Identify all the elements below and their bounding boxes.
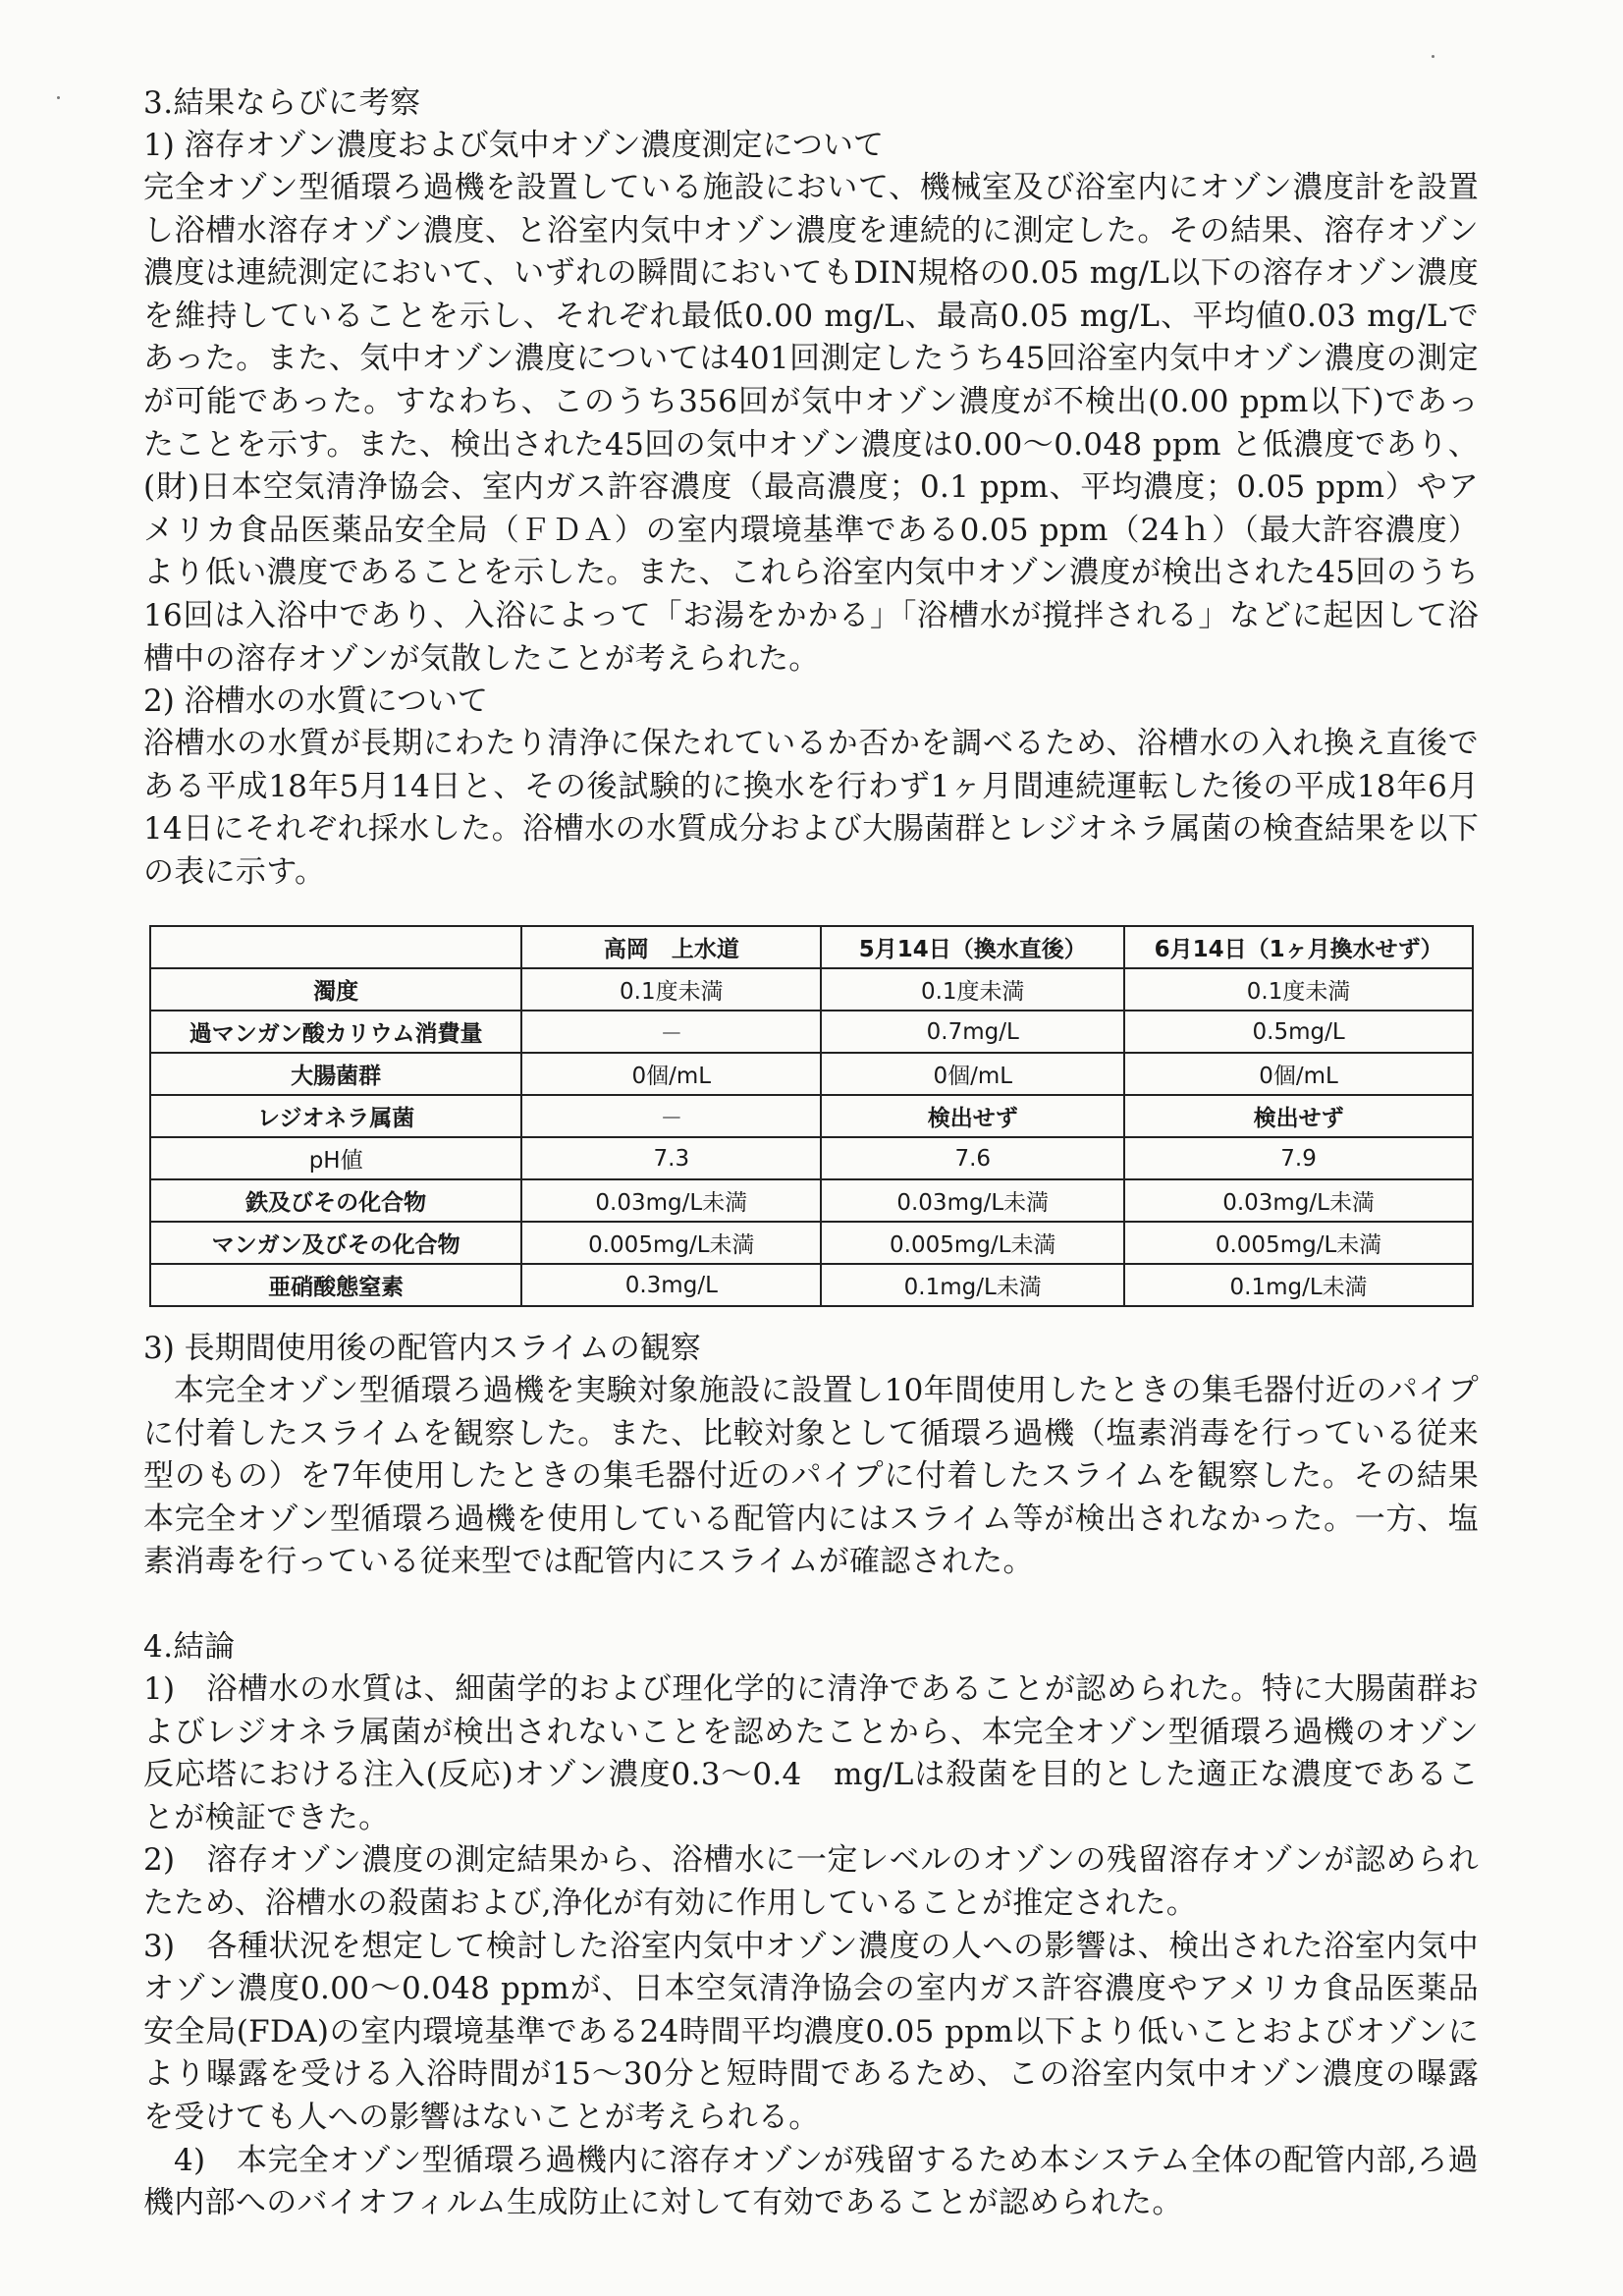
scan-speck [57, 96, 60, 99]
table-cell: 0個/mL [521, 1053, 821, 1095]
table-row [150, 1053, 1473, 1095]
row-label: 大腸菌群 [150, 1053, 521, 1095]
table-cell: 0.3mg/L [521, 1264, 821, 1306]
table-row [150, 1179, 1473, 1222]
table-header-row [150, 926, 1473, 968]
table-row [150, 1264, 1473, 1306]
slime-paragraph: 本完全オゾン型循環ろ過機を実験対象施設に設置し10年間使用したときの集毛器付近のパイプに付着したスライムを観察した。また、比較対象として循環ろ過機（塩素消毒を行っている従来型のもの）を7年使用したときの集毛器付近のパイプに付着したスライムを観察した。その結果本完全オゾン型循環ろ過機を使用している配管内にはスライム等が検出されなかった。一方、塩素消毒を行っている従来型では配管内にスライムが確認された。 [143, 1373, 1479, 1580]
upper-text [143, 82, 1479, 895]
water-quality-table [149, 925, 1474, 1307]
lower-text [143, 1328, 1479, 2225]
water-paragraph: 浴槽水の水質が長期にわたり清浄に保たれているか否かを調べるため、浴槽水の入れ換え直後である平成18年5月14日と、その後試験的に換水を行わず1ヶ月間連続運転した後の平成18年6月14日にそれぞれ採水した。浴槽水の水質成分および大腸菌群とレジオネラ属菌の検査結果を以下の表に示す。 [143, 726, 1479, 890]
table-cell: 0.1mg/L未満 [821, 1264, 1124, 1306]
table-row [150, 1011, 1473, 1053]
subsection-ozone-title: 1) 溶存オゾン濃度および気中オゾン濃度測定について [143, 128, 885, 163]
conclusion-item-1: 1) 浴槽水の水質は、細菌学的および理化学的に清浄であることが認められた。特に大腸菌群およびレジオネラ属菌が検出されないことを認めたことから、本完全オゾン型循環ろ過機のオゾン反応塔における注入(反応)オゾン濃度0.3～0.4 mg/Lは殺菌を目的とした適正な濃度であることが検証できた。 [143, 1670, 1479, 1835]
table-cell: 検出せず [1124, 1095, 1473, 1137]
table-cell: 0.1mg/L未満 [1124, 1264, 1473, 1306]
table-row [150, 1095, 1473, 1137]
table-cell: 0.03mg/L未満 [821, 1179, 1124, 1222]
row-label: pH値 [150, 1137, 521, 1179]
spacer [143, 1584, 1479, 1626]
table-header-cell: 5月14日（換水直後） [821, 926, 1124, 968]
table-cell: 検出せず [821, 1095, 1124, 1137]
table-cell: 0個/mL [1124, 1053, 1473, 1095]
ozone-paragraph: 完全オゾン型循環ろ過機を設置している施設において、機械室及び浴室内にオゾン濃度計を設置し浴槽水溶存オゾン濃度、と浴室内気中オゾン濃度を連続的に測定した。その結果、溶存オゾン濃度は連続測定において、いずれの瞬間においてもDIN規格の0.05 mg/L以下の溶存オゾン濃度を維持していることを示し、それぞれ最低0.00 mg/L、最高0.05 mg/L、平均値0.03 mg/Lであった。また、気中オゾン濃度については401回測定したうち45回浴室内気中オゾン濃度の測定が可能であった。すなわち、このうち356回が気中オゾン濃度が不検出(0.00 ppm以下)であったことを示す。また、検出された45回の気中オゾン濃度は0.00～0.048 ppm と低濃度であり、(財)日本空気清浄協会、室内ガス許容濃度（最高濃度；0.1 ppm、平均濃度；0.05 ppm）やアメリカ食品医薬品安全局（ＦＤＡ）の室内環境基準である0.05 ppm（24ｈ）（最大許容濃度）より低い濃度であることを示した。また、これら浴室内気中オゾン濃度が検出された45回のうち16回は入浴中であり、入浴によって「お湯をかかる」「浴槽水が撹拌される」などに起因して浴槽中の溶存オゾンが気散したことが考えられた。 [143, 170, 1479, 677]
table-cell: 0.7mg/L [821, 1011, 1124, 1053]
table-cell: 0.03mg/L未満 [1124, 1179, 1473, 1222]
table-cell: 0.005mg/L未満 [821, 1222, 1124, 1264]
conclusion-item-4: 4) 本完全オゾン型循環ろ過機内に溶存オゾンが残留するため本システム全体の配管内部,ろ過機内部へのバイオフィルム生成防止に対して有効であることが認められた。 [143, 2142, 1479, 2221]
table-cell: 0.03mg/L未満 [521, 1179, 821, 1222]
table-cell: 7.9 [1124, 1137, 1473, 1179]
table-cell: 0.5mg/L [1124, 1011, 1473, 1053]
table-cell: 0.005mg/L未満 [521, 1222, 821, 1264]
table-cell: 0.1度未満 [1124, 968, 1473, 1011]
conclusion-item-3: 3) 各種状況を想定して検討した浴室内気中オゾン濃度の人への影響は、検出された浴室内気中オゾン濃度0.00～0.048 ppmが、日本空気清浄協会の室内ガス許容濃度やアメリカ食品医薬品安全局(FDA)の室内環境基準である24時間平均濃度0.05 ppm以下より低いことおよびオゾンにより曝露を受ける入浴時間が15～30分と短時間であるため、この浴室内気中オゾン濃度の曝露を受けても人への影響はないことが考えられる。 [143, 1928, 1479, 2135]
row-label: 亜硝酸態窒素 [150, 1264, 521, 1306]
table-header-cell: 6月14日（1ヶ月換水せず） [1124, 926, 1473, 968]
table-cell: 7.3 [521, 1137, 821, 1179]
section4-heading: 4.結論 [143, 1628, 236, 1665]
table-cell: 0.005mg/L未満 [1124, 1222, 1473, 1264]
row-label: 過マンガン酸カリウム消費量 [150, 1011, 521, 1053]
row-label: レジオネラ属菌 [150, 1095, 521, 1137]
table-cell: 0.1度未満 [521, 968, 821, 1011]
table-cell: － [521, 1095, 821, 1137]
row-label: マンガン及びその化合物 [150, 1222, 521, 1264]
subsection-water-title: 2) 浴槽水の水質について [143, 683, 489, 720]
table-header-cell: 高岡 上水道 [521, 926, 821, 968]
table-cell: － [521, 1011, 821, 1053]
table-row [150, 1222, 1473, 1264]
row-label: 鉄及びその化合物 [150, 1179, 521, 1222]
table-row [150, 1137, 1473, 1179]
section3-heading: 3.結果ならびに考察 [143, 85, 421, 121]
table-header-cell [150, 926, 521, 968]
scan-speck [1432, 55, 1434, 58]
subsection-slime-title: 3) 長期間使用後の配管内スライムの観察 [143, 1331, 701, 1366]
row-label: 濁度 [150, 968, 521, 1011]
table-cell: 0.1度未満 [821, 968, 1124, 1011]
table-cell: 0個/mL [821, 1053, 1124, 1095]
table-row [150, 968, 1473, 1011]
conclusion-item-2: 2) 溶存オゾン濃度の測定結果から、浴槽水に一定レベルのオゾンの残留溶存オゾンが認められたため、浴槽水の殺菌および,浄化が有効に作用していることが推定された。 [143, 1842, 1479, 1921]
table-cell: 7.6 [821, 1137, 1124, 1179]
